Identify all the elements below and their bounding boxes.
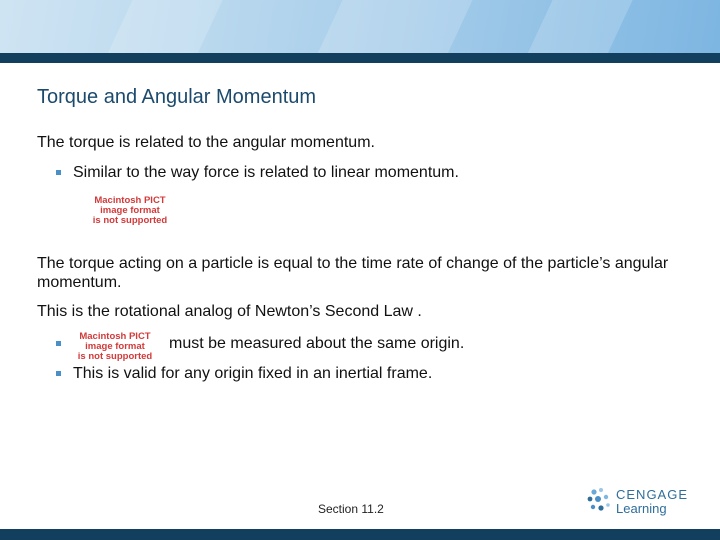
paragraph-torque-relation: The torque is related to the angular momentum. bbox=[37, 134, 375, 151]
banner-facet bbox=[527, 0, 632, 54]
unsupported-image-placeholder bbox=[80, 196, 180, 226]
banner-facet bbox=[107, 0, 222, 54]
bullet-text: Similar to the way force is related to linear momentum. bbox=[73, 164, 459, 181]
header-rule bbox=[0, 53, 720, 63]
header-banner bbox=[0, 0, 720, 54]
bullet-marker bbox=[56, 371, 61, 376]
bullet-same-origin bbox=[56, 331, 465, 362]
placeholder-line: is not supported bbox=[92, 215, 168, 226]
banner-facet bbox=[317, 0, 472, 54]
bullet-marker bbox=[56, 170, 61, 175]
placeholder-line: Macintosh PICT bbox=[79, 331, 151, 342]
bullet-force-analogy bbox=[56, 163, 459, 182]
placeholder-line: is not supported bbox=[77, 351, 153, 362]
paragraph-torque-definition: The torque acting on a particle is equal to the time rate of change of the particle’s angular momentum. bbox=[37, 255, 669, 291]
placeholder-line: Macintosh PICT bbox=[94, 195, 166, 206]
paragraph-newton-analog: This is the rotational analog of Newton’s Second Law . bbox=[37, 303, 422, 320]
bullet-marker bbox=[56, 341, 61, 346]
bullet-inertial-frame bbox=[56, 364, 432, 383]
unsupported-image-placeholder bbox=[65, 331, 165, 362]
section-footer: Section 11.2 bbox=[318, 502, 384, 516]
bullet-text: This is valid for any origin fixed in an inertial frame. bbox=[73, 365, 433, 382]
bullet-text: must be measured about the same origin. bbox=[169, 334, 465, 352]
footer-rule bbox=[0, 529, 720, 540]
logo-text: Learning bbox=[616, 501, 667, 516]
cengage-logo bbox=[586, 486, 692, 518]
logo-text: CENGAGE bbox=[616, 487, 689, 502]
placeholder-line: image format bbox=[100, 205, 160, 216]
slide-title: Torque and Angular Momentum bbox=[37, 86, 317, 108]
placeholder-line: image format bbox=[85, 341, 145, 352]
cengage-dots-icon bbox=[586, 486, 614, 516]
